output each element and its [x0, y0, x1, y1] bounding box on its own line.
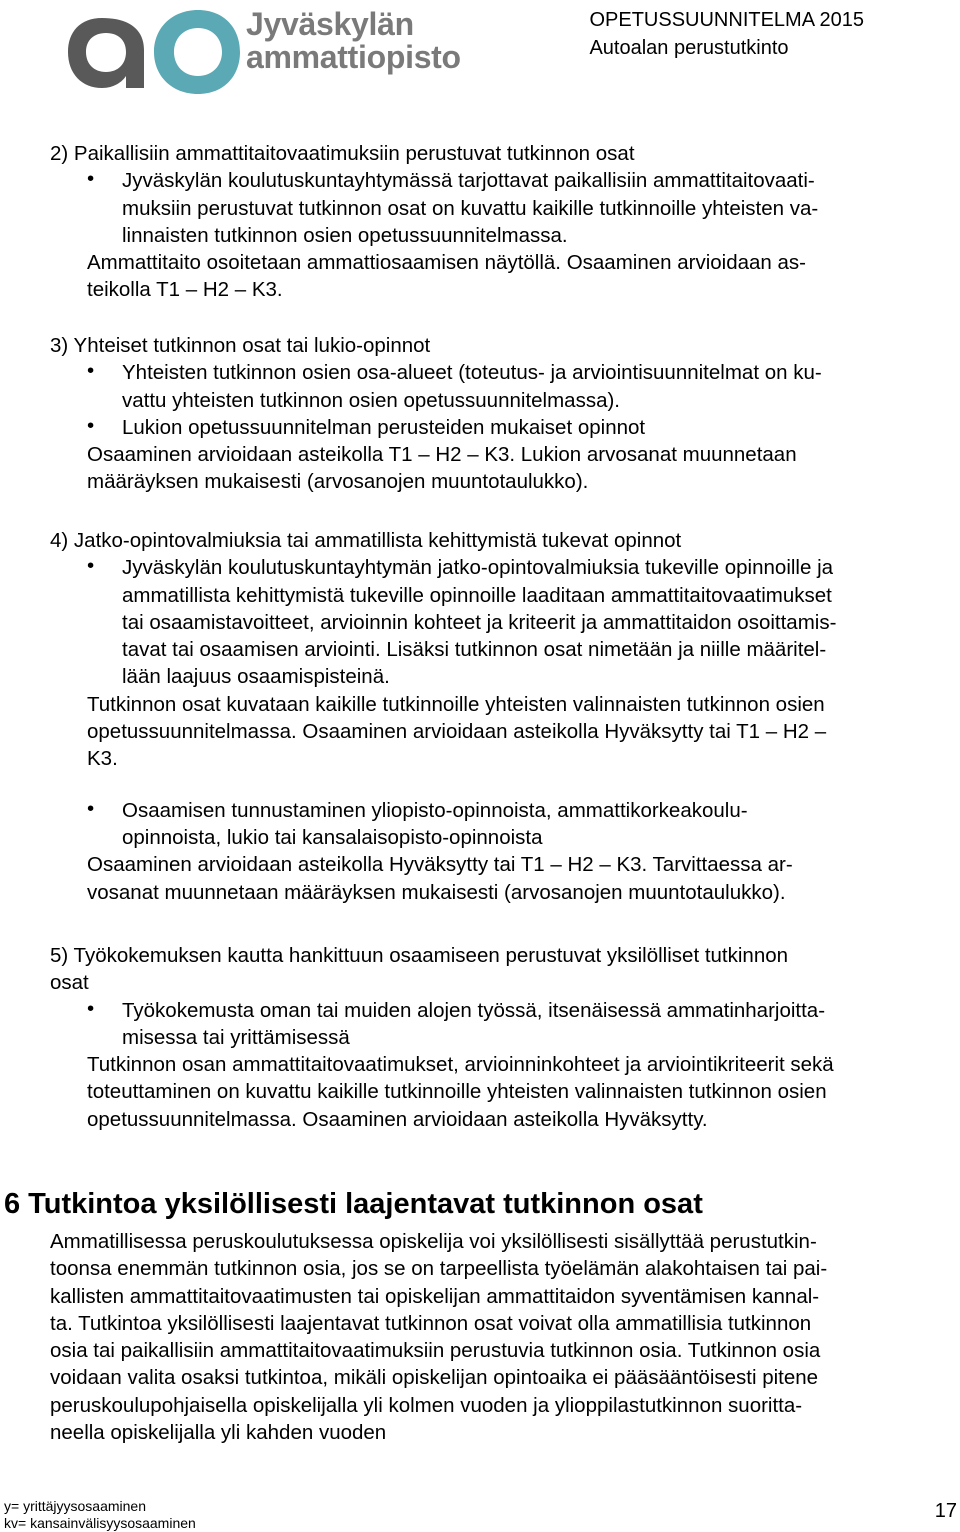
- list-item: • Työkokemusta oman tai muiden alojen työssä, itsenäisessä ammatinharjoitta- misessa tai yrittämisessä: [87, 996, 826, 1049]
- chapter-title: 6 Tutkintoa yksilöllisesti laajentavat tutkinnon osat: [4, 1188, 703, 1220]
- paragraph: K3.: [87, 747, 118, 771]
- document-title: OPETUSSUUNNITELMA 2015: [589, 9, 864, 31]
- bullet-icon: •: [87, 554, 95, 578]
- section-5: [50, 942, 954, 1133]
- paragraph: opetussuunnitelmassa. Osaaminen arvioidaan asteikolla Hyväksytty tai T1 – H2 –: [87, 720, 827, 744]
- logo: [50, 0, 461, 100]
- list-item: • Lukion opetussuunnitelman perusteiden mukaiset opinnot: [87, 413, 646, 439]
- bullet-icon: •: [87, 796, 95, 820]
- page-number: 17: [934, 1500, 957, 1522]
- bullet-icon: •: [87, 413, 95, 437]
- logo-wordmark: Jyväskylän ammattiopisto: [246, 6, 461, 75]
- paragraph: Osaaminen arvioidaan asteikolla T1 – H2 – K3. Lukion arvosanat muunnetaan: [87, 443, 797, 467]
- list-item: • Yhteisten tutkinnon osien osa-alueet (toteutus- ja arviointisuunnitelmat on ku- vattu yhteisten tutkinnon osien opetussuunnitelmassa).: [87, 359, 822, 412]
- paragraph: Tutkinnon osan ammattitaitovaatimukset, arvioinninkohteet ja arviointikriteerit sekä: [87, 1053, 834, 1077]
- section-2: [50, 140, 954, 304]
- paragraph: Ammatillisessa peruskoulutuksessa opiskelija voi yksilöllisesti sisällyttää perustutkin-: [50, 1230, 817, 1253]
- logo-ao-mark: [50, 0, 240, 100]
- paragraph: teikolla T1 – H2 – K3.: [87, 278, 283, 302]
- bullet-icon: •: [87, 359, 95, 383]
- paragraph: voidaan valita osaksi tutkintoa, mikäli opiskelijan opintoaika ei pääsääntöisesti pitene: [50, 1366, 819, 1390]
- paragraph: ta. Tutkintoa yksilöllisesti laajentavat tutkinnon osat voivat olla ammatillisia tutkinnon: [50, 1311, 812, 1335]
- paragraph: neella opiskelijalla yli kahden vuoden: [50, 1421, 387, 1445]
- footer-note: kv= kansainvälisyysosaaminen: [4, 1515, 196, 1531]
- footer-notes: [4, 1498, 196, 1532]
- list-item: • Jyväskylän koulutuskuntayhtymässä tarjottavat paikallisiin ammattitaitovaati- muksiin perustuvat tutkinnon osat on kuvattu kaikille tutkinnoille yhteisten va- linnaisten tutkinnon osien opetussuunnitelmassa.: [87, 167, 819, 247]
- paragraph: toteuttaminen on kuvattu kaikille tutkinnoille yhteisten valinnaisten tutkinnon osien: [87, 1080, 827, 1104]
- footer-note: y= yrittäjyysosaaminen: [4, 1498, 147, 1514]
- document-subtitle: Autoalan perustutkinto: [589, 37, 789, 59]
- paragraph: Ammattitaito osoitetaan ammattiosaamisen näytöllä. Osaaminen arvioidaan as-: [87, 251, 806, 275]
- document-header: [589, 6, 864, 62]
- section-heading: 3) Yhteiset tutkinnon osat tai lukio-opinnot: [50, 334, 431, 357]
- section-heading: osat: [50, 971, 89, 995]
- paragraph: toonsa enemmän tutkinnon osia, jos se on tarpeellista työelämän alakohtaisen tai pai-: [50, 1257, 828, 1281]
- paragraph: Tutkinnon osat kuvataan kaikille tutkinnoille yhteisten valinnaisten tutkinnon osien: [87, 692, 825, 716]
- section-heading: 5) Työkokemuksen kautta hankittuun osaamiseen perustuvat yksilölliset tutkinnon: [50, 944, 789, 967]
- paragraph: Osaaminen arvioidaan asteikolla Hyväksytty tai T1 – H2 – K3. Tarvittaessa ar-: [87, 853, 793, 877]
- section-3: [50, 332, 954, 496]
- bullet-icon: •: [87, 167, 95, 191]
- list-item: • Jyväskylän koulutuskuntayhtymän jatko-opintovalmiuksia tukeville opinnoille ja ammatillista kehittymistä tukeville opinnoille laaditaan ammattitaitovaatimukset tai osaamistavoitteet, arvioinnin kohteet ja kriteerit ja ammattitaidon osoittamis- tavat tai osaamisen arviointi. Lisäksi tutkinnon osat nimetään ja niille määritel- lään laajuus osaamispisteinä.: [87, 554, 837, 689]
- paragraph: peruskoulupohjaisella opiskelijalla yli kolmen vuoden ja ylioppilastutkinnon suoritta-: [50, 1393, 803, 1417]
- section-heading: 4) Jatko-opintovalmiuksia tai ammatillista kehittymistä tukevat opinnot: [50, 529, 682, 552]
- paragraph: määräyksen mukaisesti (arvosanojen muuntotaulukko).: [87, 470, 589, 494]
- paragraph: osia tai paikallisiin ammattitaitovaatimuksiin perustuvia tutkinnon osia. Tutkinnon osia: [50, 1339, 821, 1363]
- section-6-body: [50, 1228, 954, 1446]
- paragraph: vosanat muunnetaan määräyksen mukaisesti (arvosanojen muuntotaulukko).: [87, 880, 786, 904]
- paragraph: kallisten ammattitaitovaatimusten tai opiskelijan ammattitaidon syventämisen kannal-: [50, 1284, 820, 1308]
- section-heading: 2) Paikallisiin ammattitaitovaatimuksiin perustuvat tutkinnon osat: [50, 142, 635, 165]
- bullet-icon: •: [87, 996, 95, 1020]
- paragraph: opetussuunnitelmassa. Osaaminen arvioidaan asteikolla Hyväksytty.: [87, 1107, 708, 1131]
- section-4: [50, 527, 954, 906]
- list-item: • Osaamisen tunnustaminen yliopisto-opinnoista, ammattikorkeakoulu- opinnoista, lukio tai kansalaisopisto-opinnoista: [87, 796, 748, 849]
